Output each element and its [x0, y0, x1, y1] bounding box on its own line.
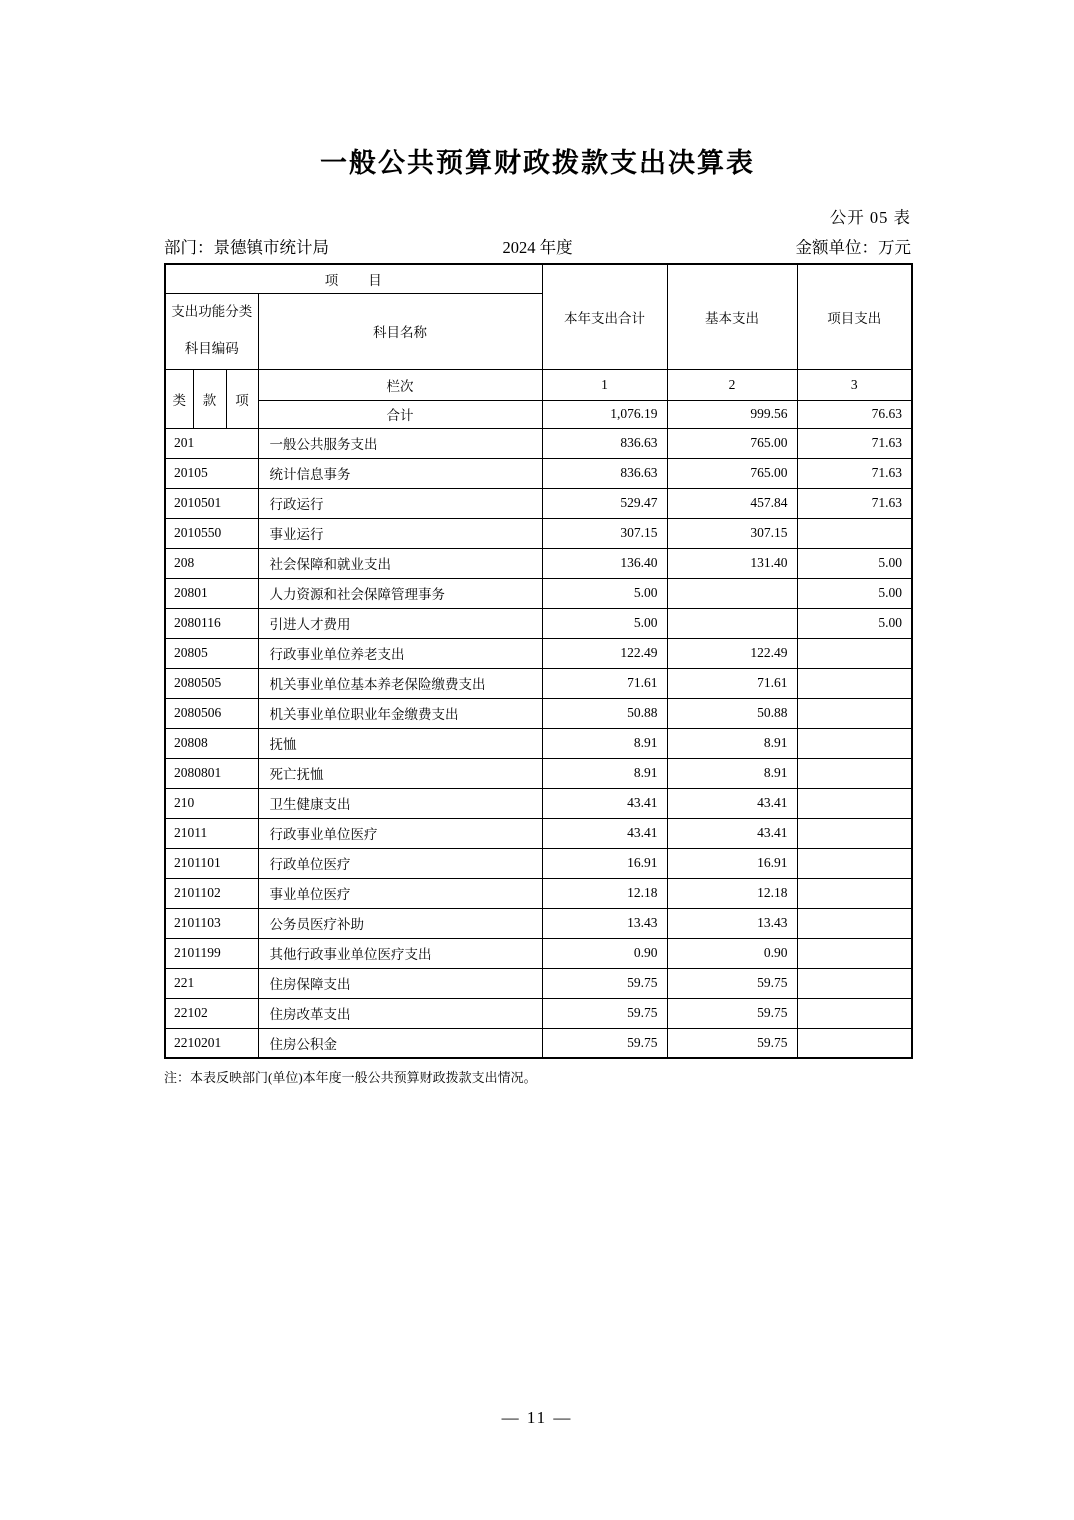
row-name-cell: 住房公积金 [258, 1028, 542, 1058]
row-basic-cell: 50.88 [667, 698, 797, 728]
table-public-label: 公开 05 表 [829, 208, 911, 227]
header-rank-1: 1 [542, 369, 667, 400]
budget-table [164, 263, 913, 1059]
row-project-cell: 5.00 [797, 578, 912, 608]
row-basic-cell: 12.18 [667, 878, 797, 908]
row-project-cell: 71.63 [797, 458, 912, 488]
department-label: 部门：景德镇市统计局 [164, 238, 329, 257]
header-subject-name: 科目名称 [258, 293, 542, 369]
row-project-cell [797, 698, 912, 728]
row-code-cell: 20801 [165, 578, 258, 608]
row-total-cell: 307.15 [542, 518, 667, 548]
row-basic-cell: 59.75 [667, 998, 797, 1028]
row-basic-cell: 16.91 [667, 848, 797, 878]
row-name-cell: 行政运行 [258, 488, 542, 518]
row-project-cell [797, 518, 912, 548]
row-code-cell: 2010550 [165, 518, 258, 548]
row-code-cell: 2080116 [165, 608, 258, 638]
row-basic-cell: 71.61 [667, 668, 797, 698]
table-row [165, 818, 912, 848]
row-total-cell: 836.63 [542, 428, 667, 458]
row-total-cell: 13.43 [542, 908, 667, 938]
table-row [165, 638, 912, 668]
row-name-cell: 卫生健康支出 [258, 788, 542, 818]
row-total-cell: 12.18 [542, 878, 667, 908]
header-rank-2: 2 [667, 369, 797, 400]
row-name-cell: 公务员医疗补助 [258, 908, 542, 938]
row-code-cell: 2210201 [165, 1028, 258, 1058]
header-col-basic: 基本支出 [667, 264, 797, 369]
table-row [165, 968, 912, 998]
row-name-cell: 社会保障和就业支出 [258, 548, 542, 578]
row-name-cell: 行政事业单位养老支出 [258, 638, 542, 668]
page-number: — 11 — [501, 1408, 573, 1427]
header-code [165, 293, 258, 369]
row-total-cell: 5.00 [542, 578, 667, 608]
table-row [165, 788, 912, 818]
row-name-cell: 事业运行 [258, 518, 542, 548]
row-project-cell: 71.63 [797, 428, 912, 458]
header-project: 项 目 [165, 264, 542, 293]
table-row [165, 608, 912, 638]
row-project-cell [797, 638, 912, 668]
row-basic-cell: 8.91 [667, 758, 797, 788]
table-row [165, 998, 912, 1028]
header-code-line2: 科目编码 [184, 341, 239, 356]
row-basic-cell: 59.75 [667, 1028, 797, 1058]
table-row [165, 848, 912, 878]
total-row-total: 1,076.19 [542, 400, 667, 428]
row-basic-cell: 43.41 [667, 788, 797, 818]
row-total-cell: 136.40 [542, 548, 667, 578]
row-project-cell: 71.63 [797, 488, 912, 518]
row-total-cell: 50.88 [542, 698, 667, 728]
page-title: 一般公共预算财政拨款支出决算表 [320, 148, 755, 178]
table-row [165, 938, 912, 968]
row-project-cell [797, 788, 912, 818]
row-total-cell: 43.41 [542, 788, 667, 818]
table-row [165, 458, 912, 488]
table-row [165, 698, 912, 728]
row-code-cell: 2101102 [165, 878, 258, 908]
row-total-cell: 0.90 [542, 938, 667, 968]
document-content [164, 0, 911, 1086]
row-name-cell: 住房保障支出 [258, 968, 542, 998]
row-basic-cell: 122.49 [667, 638, 797, 668]
row-name-cell: 引进人才费用 [258, 608, 542, 638]
row-basic-cell: 0.90 [667, 938, 797, 968]
row-basic-cell: 131.40 [667, 548, 797, 578]
table-row [165, 548, 912, 578]
row-project-cell: 5.00 [797, 608, 912, 638]
row-total-cell: 8.91 [542, 728, 667, 758]
table-footnote: 注：本表反映部门(单位)本年度一般公共预算财政拨款支出情况。 [164, 1070, 537, 1085]
row-total-cell: 836.63 [542, 458, 667, 488]
row-total-cell: 59.75 [542, 998, 667, 1028]
row-project-cell [797, 938, 912, 968]
row-code-cell: 2101101 [165, 848, 258, 878]
row-project-cell: 5.00 [797, 548, 912, 578]
header-item: 项 [226, 369, 258, 428]
row-code-cell: 221 [165, 968, 258, 998]
table-row [165, 668, 912, 698]
table-body [165, 428, 912, 1058]
row-basic-cell: 457.84 [667, 488, 797, 518]
row-name-cell: 其他行政事业单位医疗支出 [258, 938, 542, 968]
row-total-cell: 71.61 [542, 668, 667, 698]
meta-row [164, 234, 911, 258]
row-total-cell: 122.49 [542, 638, 667, 668]
row-name-cell: 住房改革支出 [258, 998, 542, 1028]
header-code-line1: 支出功能分类 [171, 304, 253, 320]
row-project-cell [797, 968, 912, 998]
row-basic-cell: 59.75 [667, 968, 797, 998]
row-basic-cell [667, 578, 797, 608]
header-section: 款 [193, 369, 226, 428]
row-code-cell: 21011 [165, 818, 258, 848]
row-basic-cell: 765.00 [667, 458, 797, 488]
table-row [165, 908, 912, 938]
table-row [165, 1028, 912, 1058]
row-total-cell: 529.47 [542, 488, 667, 518]
row-code-cell: 210 [165, 788, 258, 818]
row-total-cell: 43.41 [542, 818, 667, 848]
row-name-cell: 机关事业单位基本养老保险缴费支出 [258, 668, 542, 698]
row-basic-cell [667, 608, 797, 638]
row-project-cell [797, 998, 912, 1028]
header-class: 类 [165, 369, 193, 428]
row-total-cell: 16.91 [542, 848, 667, 878]
fiscal-year-label: 2024 年度 [502, 238, 573, 257]
row-name-cell: 行政事业单位医疗 [258, 818, 542, 848]
table-row [165, 878, 912, 908]
row-name-cell: 事业单位医疗 [258, 878, 542, 908]
row-name-cell: 一般公共服务支出 [258, 428, 542, 458]
row-code-cell: 2080801 [165, 758, 258, 788]
amount-unit-label: 金额单位：万元 [795, 238, 911, 257]
row-total-cell: 5.00 [542, 608, 667, 638]
table-row [165, 518, 912, 548]
row-name-cell: 死亡抚恤 [258, 758, 542, 788]
row-code-cell: 208 [165, 548, 258, 578]
row-code-cell: 20105 [165, 458, 258, 488]
header-col-project: 项目支出 [797, 264, 912, 369]
row-project-cell [797, 758, 912, 788]
table-row [165, 728, 912, 758]
total-row-project: 76.63 [797, 400, 912, 428]
row-project-cell [797, 728, 912, 758]
row-code-cell: 2010501 [165, 488, 258, 518]
row-name-cell: 机关事业单位职业年金缴费支出 [258, 698, 542, 728]
row-project-cell [797, 908, 912, 938]
total-row-basic: 999.56 [667, 400, 797, 428]
header-rank-3: 3 [797, 369, 912, 400]
row-code-cell: 2080506 [165, 698, 258, 728]
row-project-cell [797, 1028, 912, 1058]
row-name-cell: 抚恤 [258, 728, 542, 758]
row-basic-cell: 43.41 [667, 818, 797, 848]
row-project-cell [797, 848, 912, 878]
row-basic-cell: 307.15 [667, 518, 797, 548]
header-rank-label: 栏次 [258, 369, 542, 400]
row-name-cell: 统计信息事务 [258, 458, 542, 488]
row-total-cell: 59.75 [542, 968, 667, 998]
row-code-cell: 2101199 [165, 938, 258, 968]
row-code-cell: 201 [165, 428, 258, 458]
row-code-cell: 20805 [165, 638, 258, 668]
table-row [165, 578, 912, 608]
row-code-cell: 22102 [165, 998, 258, 1028]
row-basic-cell: 13.43 [667, 908, 797, 938]
table-row [165, 488, 912, 518]
header-col-total: 本年支出合计 [542, 264, 667, 369]
table-row [165, 758, 912, 788]
row-name-cell: 人力资源和社会保障管理事务 [258, 578, 542, 608]
row-basic-cell: 8.91 [667, 728, 797, 758]
row-project-cell [797, 878, 912, 908]
row-code-cell: 2101103 [165, 908, 258, 938]
table-row [165, 428, 912, 458]
row-code-cell: 20808 [165, 728, 258, 758]
row-name-cell: 行政单位医疗 [258, 848, 542, 878]
row-project-cell [797, 668, 912, 698]
row-code-cell: 2080505 [165, 668, 258, 698]
total-row-label: 合计 [258, 400, 542, 428]
row-total-cell: 8.91 [542, 758, 667, 788]
row-total-cell: 59.75 [542, 1028, 667, 1058]
row-project-cell [797, 818, 912, 848]
row-basic-cell: 765.00 [667, 428, 797, 458]
